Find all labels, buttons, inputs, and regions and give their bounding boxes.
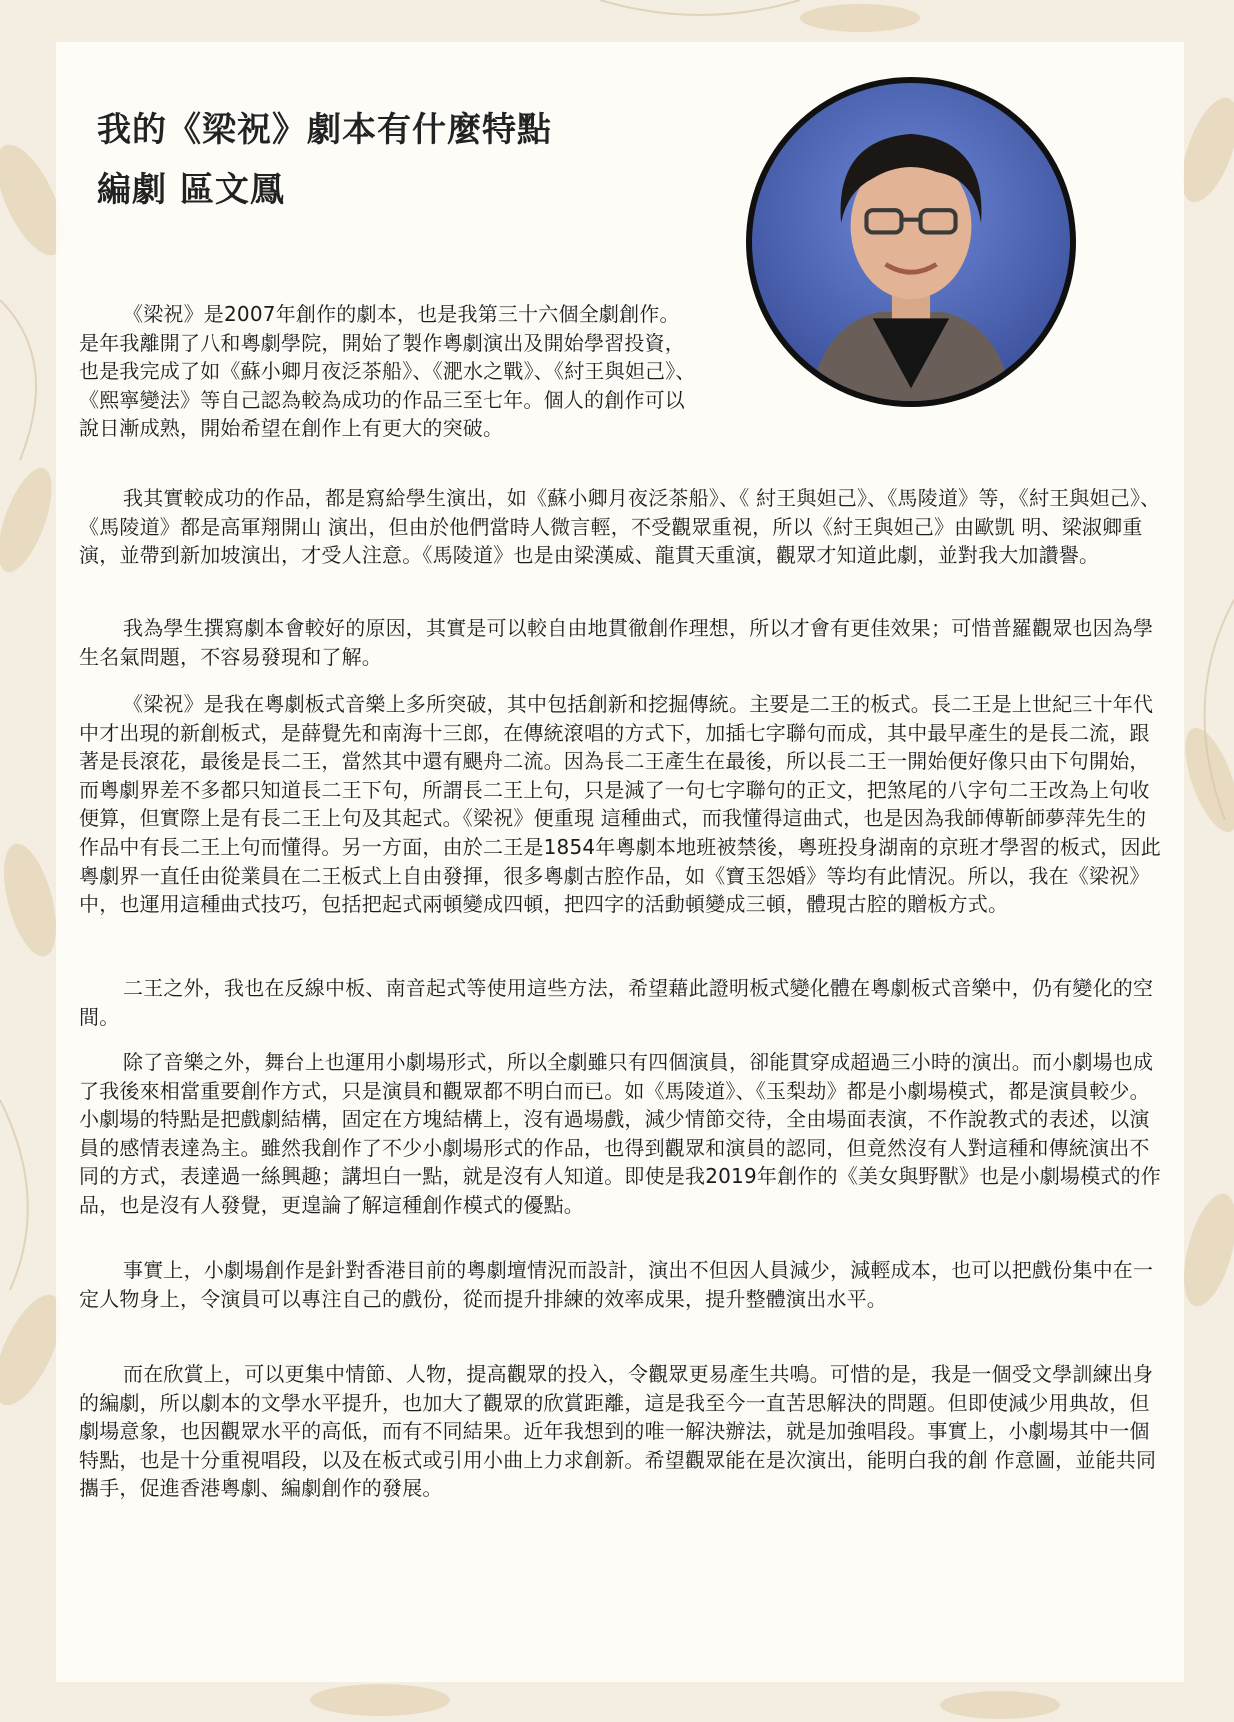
paragraph-3: 我為學生撰寫劇本會較好的原因，其實是可以較自由地貫徹創作理想，所以才會有更佳效果；可惜普羅觀眾也因為學生名氣問題，不容易發現和了解。 (79, 616, 1154, 669)
paragraph-4: 《梁祝》是我在粵劇板式音樂上多所突破，其中包括創新和挖掘傳統。主要是二王的板式。長二王是上世紀三十年代中才出現的新創板式，是薛覺先和南海十三郎，在傳統滾唱的方式下，加插七字聯句而成，其中最早產生的是長二流，跟著是長滾花，最後是長二王，當然其中還有颶舟二流。因為長二王產生在最後，所以長二王一開始便好像只由下句開始，而粵劇界差不多都只知道長二王下句，所謂長二王上句，只是減了一句七字聯句的正文，把煞尾的八字句二王改為上句收便算，但實際上是有長二王上句及其起式。《梁祝》便重現 這種曲式，而我懂得這曲式，也是因為我師傅靳師夢萍先生的作品中有長二王上句而懂得。另一方面，由於二王是1854年粵劇本地班被禁後，粵班投身湖南的京班才學習的板式，因此粵劇界一直任由從業員在二王板式上自由發揮，很多粵劇古腔作品，如《寶玉怨婚》等均有此情況。所以，我在《梁祝》中，也運用這種曲式技巧，包括把起式兩頓變成四頓，把四字的活動頓變成三頓，體現古腔的贈板方式。 (79, 692, 1161, 917)
author-byline: 編劇 區文鳳 (97, 170, 285, 210)
article-title: 我的《梁祝》劇本有什麼特點 (97, 110, 552, 150)
paragraph-5: 二王之外，我也在反線中板、南音起式等使用這些方法，希望藉此證明板式變化體在粵劇板式音樂中，仍有變化的空間。 (79, 976, 1154, 1029)
author-portrait (746, 77, 1076, 407)
paragraph-7: 事實上，小劇場創作是針對香港目前的粵劇壇情況而設計，演出不但因人員減少，減輕成本，也可以把戲份集中在一定人物身上，令演員可以專注自己的戲份，從而提升排練的效率成果，提升整體演出水平。 (79, 1258, 1154, 1311)
paragraph-8: 而在欣賞上，可以更集中情節、人物，提高觀眾的投入，令觀眾更易產生共鳴。可惜的是，我是一個受文學訓練出身的編劇，所以劇本的文學水平提升，也加大了觀眾的欣賞距離，這是我至今一直苦思解決的問題。但即使減少用典故，但劇場意象，也因觀眾水平的高低，而有不同結果。近年我想到的唯一解決辦法，就是加強唱段。事實上，小劇場其中一個特點，也是十分重視唱段，以及在板式或引用小曲上力求創新。希望觀眾能在是次演出，能明白我的創 作意圖，並能共同攜手，促進香港粵劇、編劇創作的發展。 (79, 1362, 1157, 1501)
paragraph-2: 我其實較成功的作品，都是寫給學生演出，如《蘇小卿月夜泛茶船》、《 紂王與妲己》、《馬陵道》等，《紂王與妲己》、《馬陵道》都是高軍翔開山 演出，但由於他們當時人微言輕，不受觀眾重視，所以《紂王與妲己》由歐凱 明、梁淑卿重演，並帶到新加坡演出，才受人注意。《馬陵道》也是由梁漢威、龍貫天重演，觀眾才知道此劇，並對我大加讚譽。 (79, 486, 1161, 568)
paragraph-1: 《梁祝》是2007年創作的劇本，也是我第三十六個全劇創作。是年我離開了八和粵劇學院，開始了製作粵劇演出及開始學習投資，也是我完成了如《蘇小卿月夜泛茶船》、《淝水之戰》、《紂王與妲己》、《熙寧變法》等自己認為較為成功的作品三至七年。個人的創作可以說日漸成熟，開始希望在創作上有更大的突破。 (79, 302, 696, 441)
paragraph-6: 除了音樂之外，舞台上也運用小劇場形式，所以全劇雖只有四個演員，卻能貫穿成超過三小時的演出。而小劇場也成了我後來相當重要創作方式，只是演員和觀眾都不明白而已。如《馬陵道》、《玉梨劫》都是小劇場模式，都是演員較少。小劇場的特點是把戲劇結構，固定在方塊結構上，沒有過場戲，減少情節交待，全由場面表演，不作說教式的表述，以演員的感情表達為主。雖然我創作了不少小劇場形式的作品，也得到觀眾和演員的認同，但竟然沒有人對這種和傳統演出不同的方式，表達過一絲興趣；講坦白一點，就是沒有人知道。即使是我2019年創作的《美女與野獸》也是小劇場模式的作品，也是沒有人發覺，更遑論了解這種創作模式的優點。 (79, 1050, 1161, 1217)
